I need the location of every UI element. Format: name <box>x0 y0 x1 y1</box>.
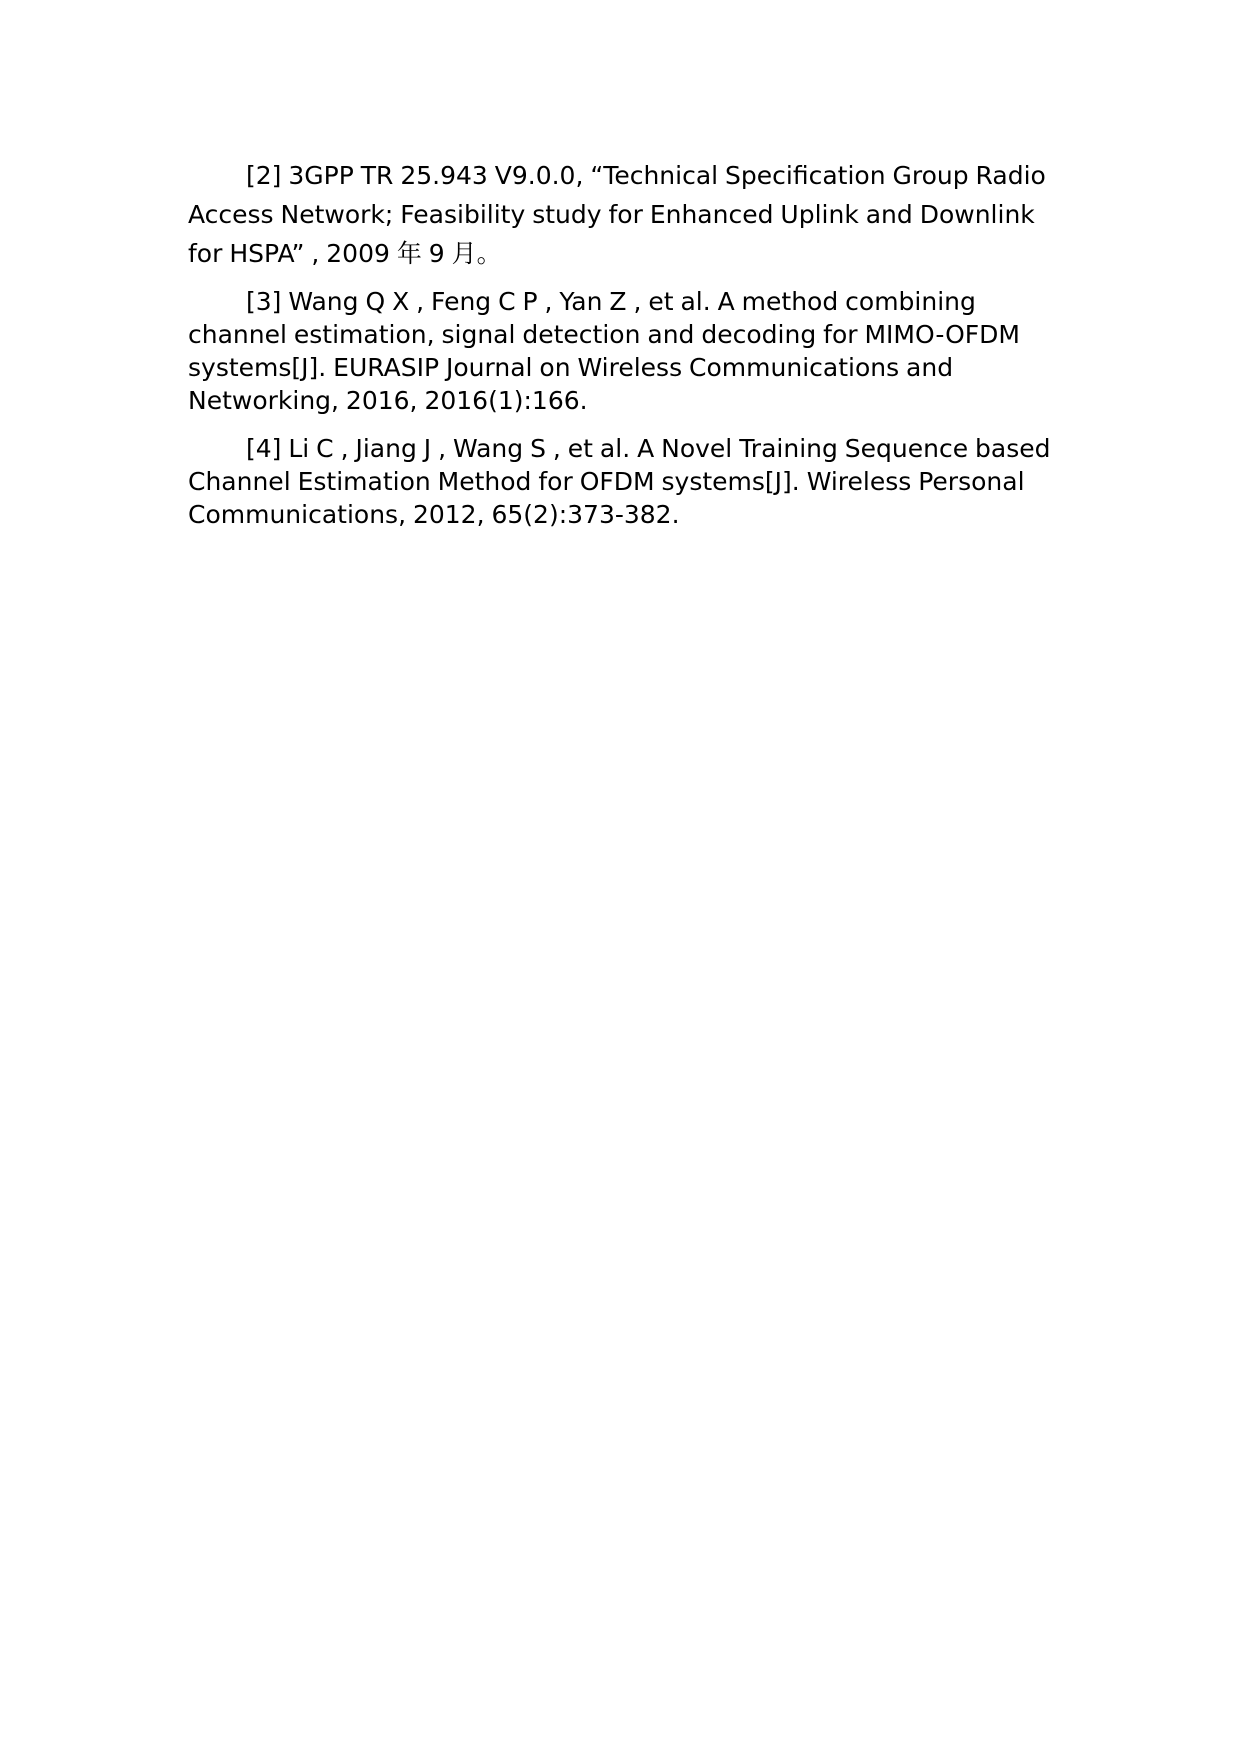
reference-3: [3] Wang Q X , Feng C P , Yan Z , et al. A method combining channel estimation, signal detection and decoding for MIMO-OFDM systems[J]. EURASIP Journal on Wireless Communications and Networking, 2016, 2016(1):166. <box>188 287 1020 415</box>
reference-list <box>188 156 1068 531</box>
reference-2: [2] 3GPP TR 25.943 V9.0.0, “Technical Specification Group Radio Access Network; Feasibility study for Enhanced Uplink and Downlink for HSPA” , 2009 年 9 月。 <box>188 161 1046 268</box>
reference-4: [4] Li C , Jiang J , Wang S , et al. A Novel Training Sequence based Channel Estimation Method for OFDM systems[J]. Wireless Personal Communications, 2012, 65(2):373-382. <box>188 434 1051 529</box>
